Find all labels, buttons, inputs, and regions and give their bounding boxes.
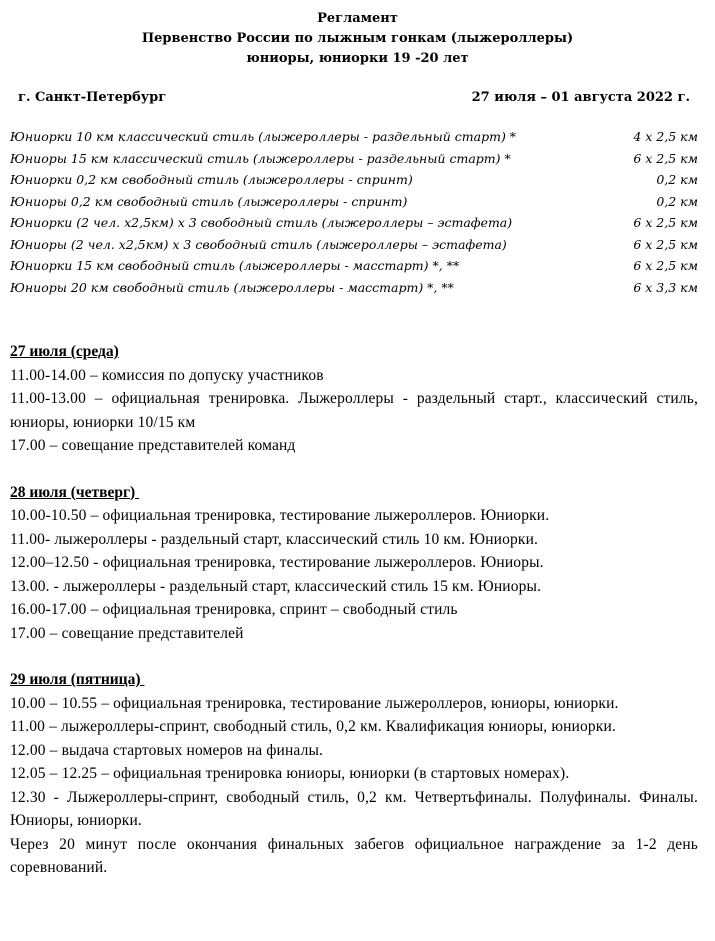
day-header: 29 июля (пятница) — [10, 671, 145, 688]
schedule-item: 11.00-14.00 – комиссия по допуску участников — [10, 366, 324, 384]
title-line: Регламент — [317, 11, 398, 26]
city-label: г. Санкт-Петербург — [18, 90, 167, 105]
event-row — [10, 255, 698, 277]
event-name: Юниорки 10 км классический стиль (лыжероллеры - раздельный старт) * — [10, 129, 517, 144]
event-row — [10, 126, 698, 148]
event-row — [10, 148, 698, 170]
schedule-item: 11.00-13.00 – официальная тренировка. Лыжероллеры - раздельный старт., классический стиль, юниоры, юниорки 10/15 км — [10, 390, 698, 431]
schedule-item: 10.00-10.50 – официальная тренировка, тестирование лыжероллеров. Юниорки. — [10, 507, 550, 524]
schedule-item: Через 20 минут после окончания финальных забегов официальное награждение за 1-2 день соревнований. — [10, 835, 698, 876]
event-distance: 6 х 2,5 км — [633, 150, 698, 166]
schedule-item: 12.00–12.50 - официальная тренировка, тестирование лыжероллеров. Юниоры. — [10, 554, 544, 571]
schedule-item: 12.00 – выдача стартовых номеров на финалы. — [10, 741, 324, 759]
day-section-july-27 — [10, 340, 698, 458]
event-name: Юниоры (2 чел. х2,5км) х 3 свободный стиль (лыжероллеры – эстафета) — [10, 236, 507, 252]
event-distance: 6 х 2,5 км — [633, 215, 698, 230]
event-row — [10, 191, 698, 213]
title-line: юниоры, юниорки 19 -20 лет — [246, 51, 469, 66]
day-section-july-28 — [10, 481, 698, 646]
event-name: Юниоры 20 км свободный стиль (лыжероллеры - масстарт) *, ** — [10, 279, 454, 295]
event-name: Юниоры 15 км классический стиль (лыжероллеры - раздельный старт) * — [10, 150, 511, 166]
schedule-item: 17.00 – совещание представителей команд — [10, 437, 296, 454]
day-header: 27 июля (среда) — [10, 343, 119, 360]
schedule-item: 11.00 – лыжероллеры-спринт, свободный стиль, 0,2 км. Квалификация юниоры, юниорки. — [10, 718, 616, 735]
event-name: Юниоры 0,2 км свободный стиль (лыжероллеры - спринт) — [10, 193, 408, 209]
event-distance: 0,2 км — [656, 172, 698, 187]
document-title — [0, 9, 715, 69]
day-header: 28 июля (четверг) — [10, 483, 140, 501]
event-name: Юниорки 15 км свободный стиль (лыжероллеры - масстарт) *, ** — [10, 258, 460, 273]
events-list — [10, 126, 698, 298]
event-distance: 0,2 км — [656, 193, 698, 209]
day-section-july-29 — [10, 668, 698, 880]
schedule — [10, 340, 698, 903]
event-row — [10, 169, 698, 191]
schedule-item: 16.00-17.00 – официальная тренировка, спринт – свободный стиль — [10, 601, 458, 618]
event-distance: 6 х 3,3 км — [633, 279, 698, 295]
event-row — [10, 234, 698, 256]
event-distance: 4 х 2,5 км — [633, 129, 698, 144]
schedule-item: 11.00- лыжероллеры - раздельный старт, классический стиль 10 км. Юниорки. — [10, 530, 539, 548]
event-row — [10, 277, 698, 299]
schedule-item: 10.00 – 10.55 – официальная тренировка, тестирование лыжероллеров, юниоры, юниорки. — [10, 694, 619, 712]
schedule-item: 12.05 – 12.25 – официальная тренировка юниоры, юниорки (в стартовых номерах). — [10, 765, 570, 782]
event-distance: 6 х 2,5 км — [633, 236, 698, 252]
date-range: 27 июля – 01 августа 2022 г. — [471, 90, 690, 105]
schedule-item: 13.00. - лыжероллеры - раздельный старт, классический стиль 15 км. Юниоры. — [10, 577, 542, 595]
schedule-item: 12.30 - Лыжероллеры-спринт, свободный стиль, 0,2 км. Четвертьфиналы. Полуфиналы. Финалы. Юниоры, юниорки. — [10, 788, 698, 829]
schedule-item: 17.00 – совещание представителей — [10, 624, 244, 642]
event-name: Юниорки 0,2 км свободный стиль (лыжероллеры - спринт) — [10, 172, 413, 187]
title-line: Первенство России по лыжным гонкам (лыжероллеры) — [141, 31, 574, 46]
event-row — [10, 212, 698, 234]
event-distance: 6 х 2,5 км — [633, 258, 698, 273]
event-name: Юниорки (2 чел. х2,5км) х 3 свободный стиль (лыжероллеры – эстафета) — [10, 215, 513, 230]
